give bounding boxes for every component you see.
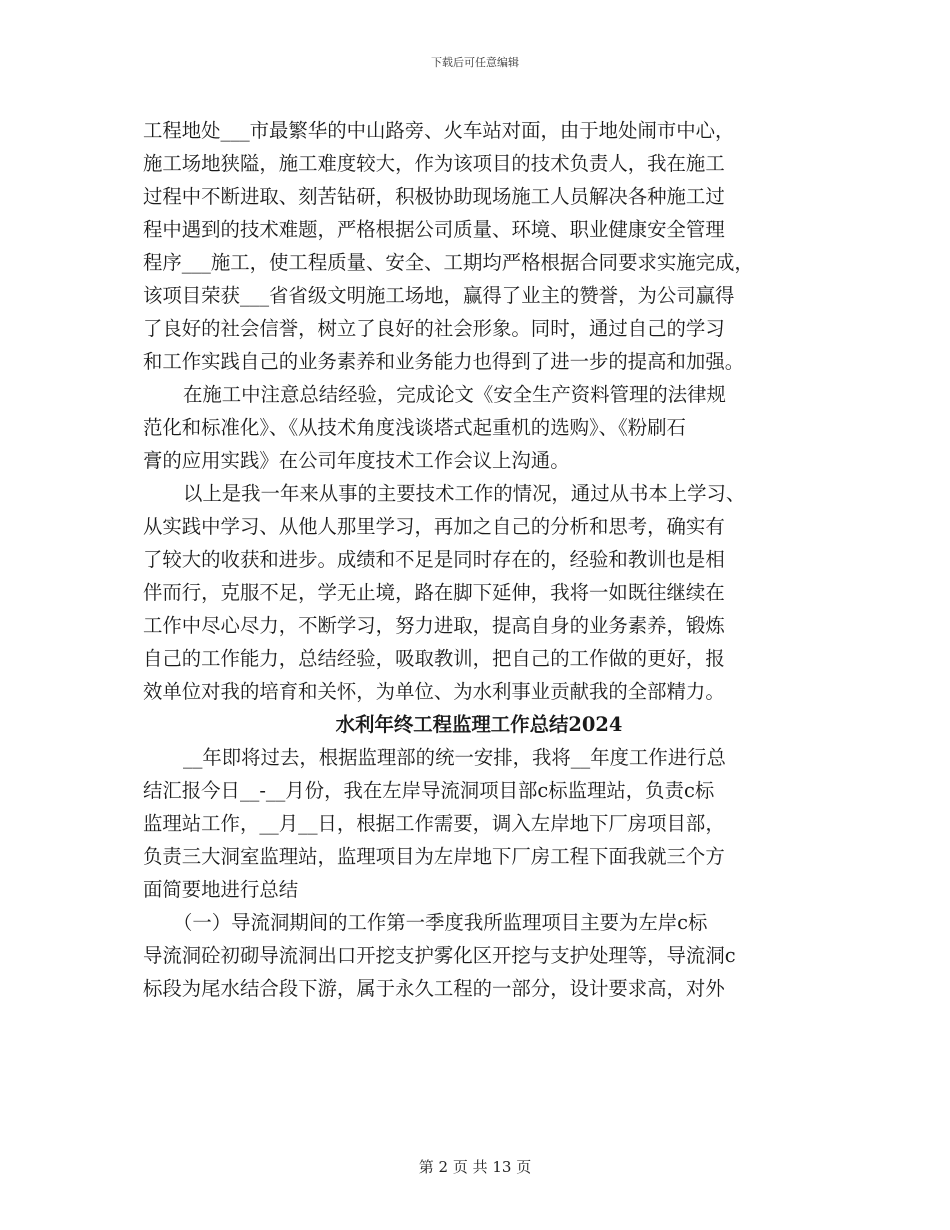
paragraph-start-line: 在施工中注意总结经验，完成论文《安全生产资料管理的法律规: [183, 383, 726, 406]
text-line: 监理站工作，__月__日，根据工作需要，调入左岸地下厂房项目部，: [143, 812, 725, 835]
page-header: 下载后可任意编辑: [431, 56, 519, 69]
text-line: 伴而行，克服不足，学无止境，路在脚下延伸，我将一如既往继续在: [143, 581, 725, 604]
text-line: 施工场地狭隘，施工难度较大，作为该项目的技术负责人，我在施工: [143, 152, 725, 175]
document-body: [143, 114, 815, 1005]
text-line: 效单位对我的培育和关怀，为单位、为水利事业贡献我的全部精力。: [143, 680, 725, 703]
text-line: 过程中不断进取、刻苦钻研，积极协助现场施工人员解决各种施工过: [143, 185, 725, 208]
text-line: 膏的应用实践》在公司年度技术工作会议上沟通。: [143, 449, 570, 472]
paragraph-start-line: 以上是我一年来从事的主要技术工作的情况，通过从书本上学习、: [183, 482, 746, 505]
text-line: 从实践中学习、从他人那里学习，再加之自己的分析和思考，确实有: [143, 515, 725, 538]
text-line: 自己的工作能力，总结经验，吸取教训，把自己的工作做的更好，报: [143, 647, 725, 670]
text-line: 负责三大洞室监理站，监理项目为左岸地下厂房工程下面我就三个方: [143, 845, 725, 868]
text-line: 结汇报今日__-__月份，我在左岸导流洞项目部c标监理站，负责c标: [143, 779, 715, 802]
section-heading: 水利年终工程监理工作总结2024: [335, 713, 623, 736]
text-line: 范化和标准化》、《从技术角度浅谈塔式起重机的选购》、《粉刷石: [143, 416, 686, 439]
text-line: 了较大的收获和进步。成绩和不足是同时存在的，经验和教训也是相: [143, 548, 725, 571]
text-line: 导流洞砼初砌导流洞出口开挖支护雾化区开挖与支护处理等，导流洞c: [143, 944, 736, 967]
text-line: 工作中尽心尽力，不断学习，努力进取，提高自身的业务素养，锻炼: [143, 614, 725, 637]
text-line: 该项目荣获___省省级文明施工场地，赢得了业主的赞誉，为公司赢得: [143, 284, 735, 307]
text-line: 面简要地进行总结: [143, 878, 299, 901]
text-line: 程中遇到的技术难题，严格根据公司质量、环境、职业健康安全管理: [143, 218, 725, 241]
text-line: 了良好的社会信誉，树立了良好的社会形象。同时，通过自己的学习: [143, 317, 725, 340]
paragraph-start-line: （一）导流洞期间的工作第一季度我所监理项目主要为左岸c标: [173, 911, 708, 934]
paragraph-start-line: __年即将过去，根据监理部的统一安排，我将__年度工作进行总: [183, 746, 726, 769]
page-footer: 第 2 页 共 13 页: [418, 1158, 532, 1176]
text-line: 程序___施工，使工程质量、安全、工期均严格根据合同要求实施完成，: [143, 251, 754, 274]
text-line: 和工作实践自己的业务素养和业务能力也得到了进一步的提高和加强。: [143, 350, 745, 373]
text-line: 工程地处___市最繁华的中山路旁、火车站对面，由于地处闹市中心，: [143, 119, 735, 142]
text-line: 标段为尾水结合段下游，属于永久工程的一部分，设计要求高，对外: [143, 977, 725, 1000]
